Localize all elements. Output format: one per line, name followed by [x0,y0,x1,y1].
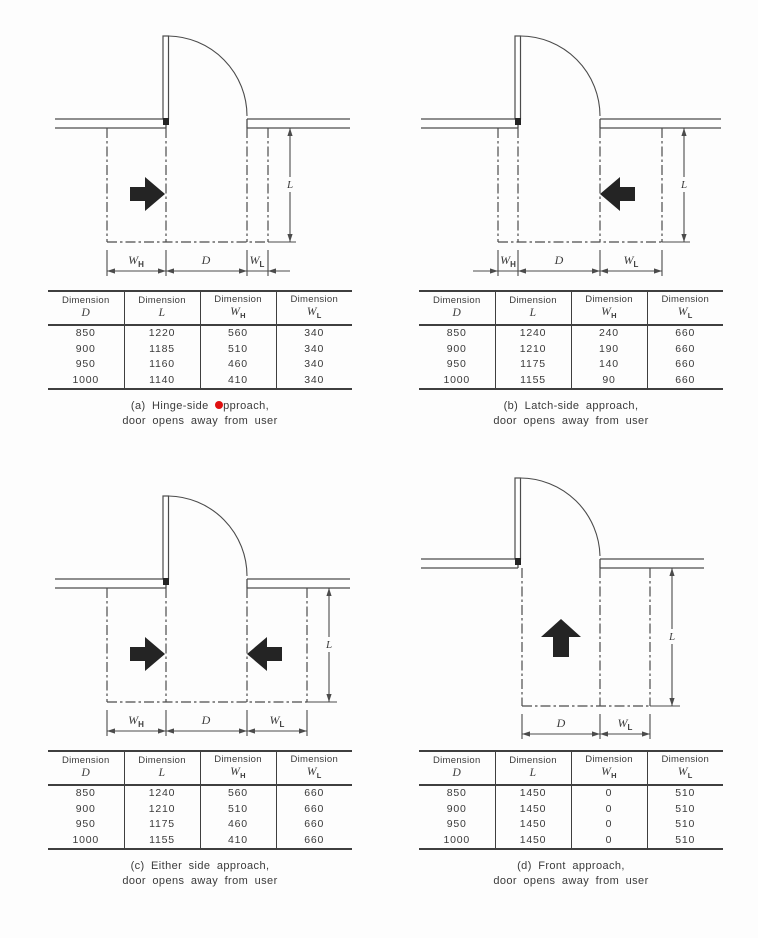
dim-label-wh: $W_H$ [500,253,516,269]
table-cell: 0 [571,817,647,833]
table-row [48,372,352,389]
wall [421,559,704,568]
column-header: Dimension L [495,751,571,785]
column-header: Dimension $W_H$ [200,751,276,785]
door-hinge [515,118,521,125]
column-header: Dimension L [124,291,200,325]
table-cell: 1185 [124,341,200,357]
table-cell: 140 [571,357,647,373]
header-row [48,291,352,325]
table-cell: 850 [75,327,96,340]
caption-line1: (b) Latch-side approach, [503,399,639,412]
table-cell: 900 [446,802,467,815]
dim-label-l: L [286,179,294,191]
column-header: Dimension $W_H$ [200,291,276,325]
table-cell: 950 [446,358,467,371]
dimension-l [322,588,336,702]
column-header: Dimension D [419,291,495,325]
header-row [419,291,723,325]
table-row [419,801,723,817]
table-row [419,785,723,802]
wall [55,119,350,128]
table-cell: 850 [446,327,467,340]
table-cell: 850 [446,787,467,800]
column-header: Dimension $W_L$ [647,291,723,325]
door-leaf [163,496,169,579]
clear-space-boundary [107,128,296,242]
door-diagram-either-side [30,466,370,748]
red-marker-dot [215,401,223,409]
table-cell: 510 [647,817,723,833]
table-row [48,832,352,849]
table-cell: 1175 [495,357,571,373]
table-cell: 340 [276,372,352,389]
table-cell: 1210 [495,341,571,357]
column-header: Dimension L [124,751,200,785]
column-header: Dimension $W_H$ [571,751,647,785]
table-row [48,817,352,833]
table-cell: 950 [75,818,96,831]
table-cell: 900 [75,342,96,355]
table-row [419,817,723,833]
dim-label-l: L [668,631,676,643]
table-cell: 1450 [495,817,571,833]
figure-a [30,6,370,429]
table-cell: 190 [571,341,647,357]
door-diagram-front [401,466,741,748]
dim-label-wh: $W_H$ [128,713,144,729]
table-cell: 1000 [72,373,100,386]
column-header: Dimension $W_L$ [276,291,352,325]
table-cell: 1450 [495,801,571,817]
door-hinge [163,118,169,125]
table-cell: 0 [571,785,647,802]
dim-label-d: D [556,716,566,730]
caption-line2: door opens away from user [493,414,649,427]
table-row [48,341,352,357]
table-row [419,372,723,389]
column-header: Dimension D [48,751,124,785]
dimension-lines [107,710,307,736]
caption-line2: door opens away from user [122,414,278,427]
caption-line2: door opens away from user [493,874,649,887]
header-row [48,751,352,785]
table-cell: 410 [200,832,276,849]
table-cell: 510 [647,801,723,817]
dim-label-l: L [325,639,333,651]
wall [55,579,350,588]
figure-caption-a [30,399,370,429]
figure-b [401,6,741,429]
dimension-l [677,128,691,242]
table-cell: 1240 [124,785,200,802]
table-cell: 560 [200,785,276,802]
table-cell: 950 [75,358,96,371]
table-cell: 1240 [495,325,571,342]
table-cell: 660 [276,832,352,849]
wall [421,119,721,128]
table-cell: 660 [276,801,352,817]
table-cell: 0 [571,801,647,817]
dimension-lines [107,250,290,276]
table-cell: 340 [276,357,352,373]
table-cell: 510 [200,801,276,817]
table-cell: 1000 [443,833,471,846]
table-cell: 1000 [443,373,471,386]
table-row [419,832,723,849]
dimension-table-d [419,750,723,850]
table-row [48,325,352,342]
door-swing-arc [169,36,248,116]
table-cell: 1210 [124,801,200,817]
table-cell: 560 [200,325,276,342]
dimension-lines [473,250,662,276]
door-hinge [163,578,169,585]
dim-label-d: D [201,253,211,267]
approach-arrow-left-icon [247,637,282,671]
table-cell: 1140 [124,372,200,389]
table-cell: 1160 [124,357,200,373]
dimension-table-a [48,290,352,390]
table-cell: 1450 [495,832,571,849]
table-cell: 660 [647,372,723,389]
approach-arrow-right-icon [130,177,165,211]
dim-label-wl: $W_L$ [269,713,285,729]
table-cell: 660 [647,357,723,373]
dim-label-wl: $W_L$ [617,716,633,732]
caption-line1: (c) Either side approach, [130,859,270,872]
table-cell: 1000 [72,833,100,846]
table-row [48,801,352,817]
door-swing-arc [169,496,248,576]
door-hinge [515,558,521,565]
table-cell: 90 [571,372,647,389]
column-header: Dimension D [419,751,495,785]
table-row [48,357,352,373]
table-cell: 510 [200,341,276,357]
door-swing-arc [521,36,601,116]
dimension-lines [522,714,650,739]
dimension-l [283,128,297,242]
column-header: Dimension D [48,291,124,325]
caption-line2: door opens away from user [122,874,278,887]
table-cell: 850 [75,787,96,800]
table-row [419,357,723,373]
caption-line1: (a) Hinge-side pproach, [130,399,270,412]
dim-label-wh: $W_H$ [128,253,144,269]
figure-caption-d [401,859,741,889]
dim-label-d: D [201,713,211,727]
dim-label-d: D [554,253,564,267]
table-cell: 660 [276,785,352,802]
table-cell: 240 [571,325,647,342]
table-cell: 950 [446,818,467,831]
dim-label-l: L [680,179,688,191]
door-leaf [515,478,521,559]
table-cell: 460 [200,357,276,373]
table-cell: 660 [276,817,352,833]
column-header: Dimension $W_L$ [647,751,723,785]
dimension-table-b [419,290,723,390]
approach-arrow-left-icon [600,177,635,211]
table-cell: 340 [276,341,352,357]
figure-c [30,466,370,889]
table-cell: 660 [647,325,723,342]
figure-caption-c [30,859,370,889]
column-header: Dimension $W_L$ [276,751,352,785]
door-diagram-hinge-side [30,6,370,288]
dimension-l [665,568,679,706]
table-cell: 1155 [495,372,571,389]
approach-arrow-up-icon [541,619,581,657]
header-row [419,751,723,785]
column-header: Dimension $W_H$ [571,291,647,325]
approach-arrow-right-icon [130,637,165,671]
caption-line1: (d) Front approach, [517,859,625,872]
dim-label-wl: $W_L$ [249,253,265,269]
table-cell: 510 [647,832,723,849]
figure-d [401,466,741,889]
table-cell: 410 [200,372,276,389]
table-cell: 1175 [124,817,200,833]
door-swing-arc [521,478,601,556]
table-cell: 460 [200,817,276,833]
dimension-table-c [48,750,352,850]
table-cell: 340 [276,325,352,342]
table-cell: 0 [571,832,647,849]
table-cell: 510 [647,785,723,802]
table-row [419,325,723,342]
door-leaf [515,36,521,119]
figure-caption-b [401,399,741,429]
clear-space-boundary [107,588,337,702]
table-cell: 660 [647,341,723,357]
dim-label-wl: $W_L$ [623,253,639,269]
table-cell: 1155 [124,832,200,849]
table-row [419,341,723,357]
table-row [48,785,352,802]
clear-space-boundary [498,128,690,242]
table-cell: 1220 [124,325,200,342]
table-cell: 900 [446,342,467,355]
table-cell: 1450 [495,785,571,802]
column-header: Dimension L [495,291,571,325]
table-cell: 900 [75,802,96,815]
door-diagram-latch-side [401,6,741,288]
door-leaf [163,36,169,119]
